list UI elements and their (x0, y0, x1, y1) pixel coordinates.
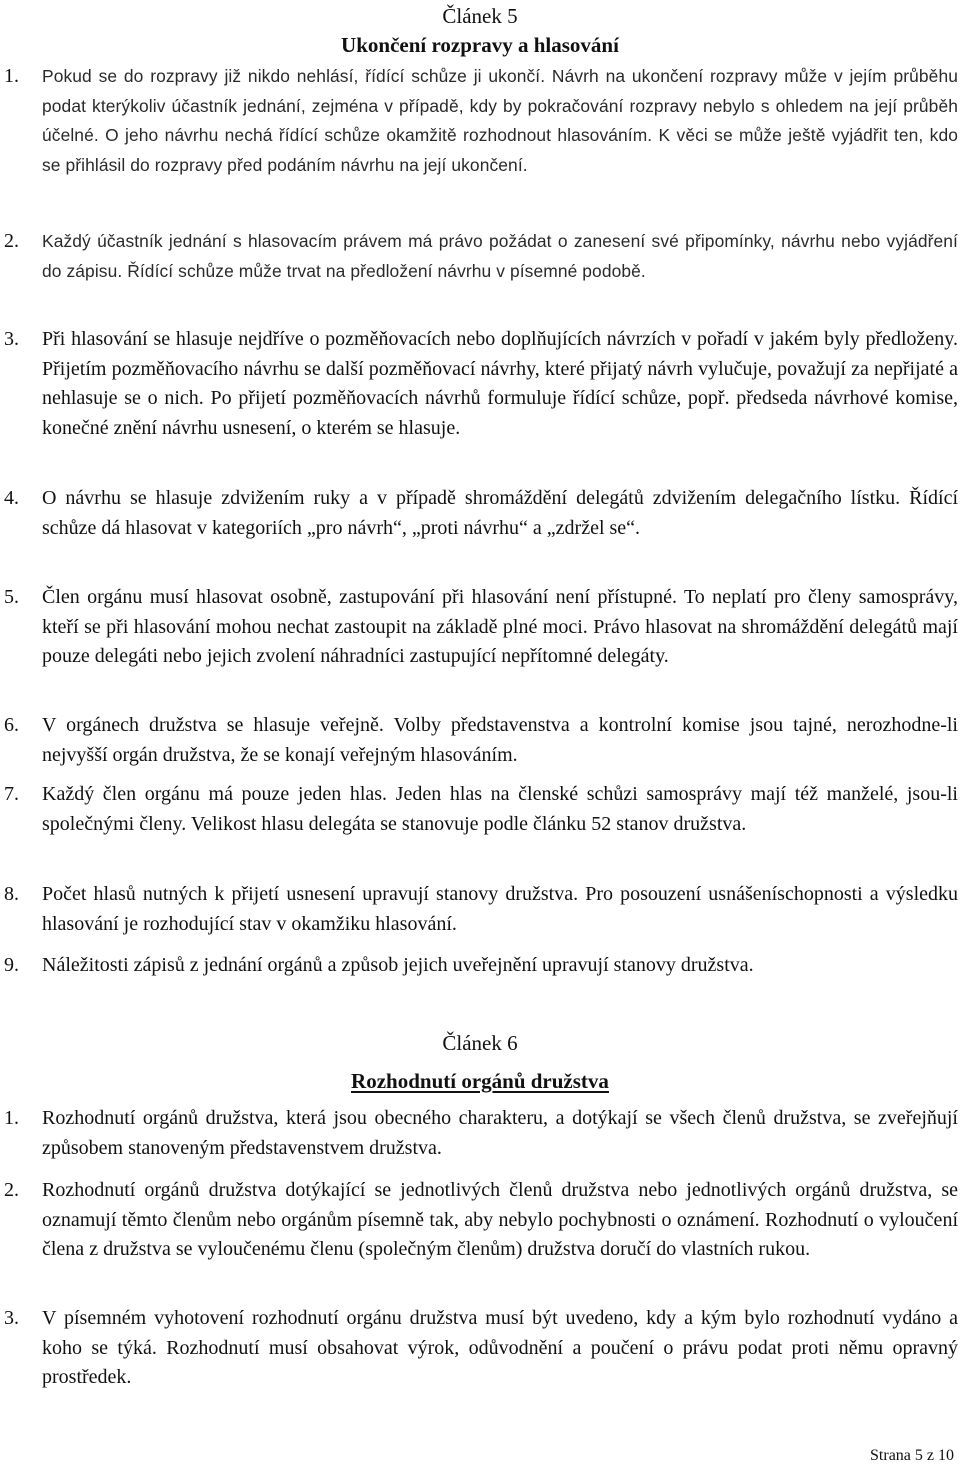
article-number: Článek 6 (442, 1031, 518, 1055)
clause (0, 711, 958, 770)
clause-number: 4. (4, 487, 19, 509)
clause-number: 6. (4, 714, 19, 736)
clause-number: 1. (4, 65, 19, 87)
clause (0, 583, 958, 672)
clause-text: Počet hlasů nutných k přijetí usnesení upravují stanovy družstva. Pro posouzení usnášeníschopnosti a výsledku hlasování je rozhodující stav v okamžiku hlasování. (42, 883, 958, 935)
clause-text: O návrhu se hlasuje zdvižením ruky a v případě shromáždění delegátů zdvižením delegačního lístku. Řídící schůze dá hlasovat v kategoriích „pro návrh“, „proti návrhu“ a „zdržel se“. (42, 487, 958, 539)
clause (0, 780, 958, 839)
clause (0, 1104, 958, 1163)
article-title-text: Rozhodnutí orgánů družstva (351, 1069, 609, 1093)
page-number-footer: Strana 5 z 10 (870, 1447, 954, 1464)
clause-number: 5. (4, 586, 19, 608)
clause (0, 325, 958, 443)
clause-text: Při hlasování se hlasuje nejdříve o pozměňovacích nebo doplňujících návrzích v pořadí v jakém byly předloženy. Přijetím pozměňovacího návrhu se další pozměňovací návrhy, které přijatý návrh vylučuje, považují za nepřijaté a nehlasuje se o nich. Po přijetí pozměňovacích návrhů formuluje řídící schůze, popř. předseda návrhové komise, konečné znění návrhu usnesení, o kterém se hlasuje. (42, 328, 958, 439)
clause-number: 7. (4, 783, 19, 805)
clause (0, 227, 958, 286)
clause-text: Náležitosti zápisů z jednání orgánů a způsob jejich uveřejnění upravují stanovy družstva. (42, 954, 754, 976)
clause (0, 1304, 958, 1393)
article-number: Článek 5 (442, 4, 518, 28)
clause (0, 1176, 958, 1265)
clause-number: 8. (4, 883, 19, 905)
clause-number: 3. (4, 328, 19, 350)
clause-number: 1. (4, 1107, 19, 1129)
article-title: Ukončení rozpravy a hlasování (341, 33, 619, 57)
clause (0, 951, 958, 981)
clause-number: 9. (4, 954, 19, 976)
clause-number: 2. (4, 1179, 19, 1201)
clause (0, 880, 958, 939)
clause-text: V písemném vyhotovení rozhodnutí orgánu družstva musí být uvedeno, kdy a kým bylo rozhodnutí vydáno a koho se týká. Rozhodnutí musí obsahovat výrok, odůvodnění a poučení o právu podat proti němu opravný prostředek. (42, 1307, 958, 1389)
clause-text: V orgánech družstva se hlasuje veřejně. Volby představenstva a kontrolní komise jsou tajné, nerozhodne-li nejvyšší orgán družstva, že se konají veřejným hlasováním. (42, 714, 958, 766)
clause-number: 2. (4, 230, 19, 252)
clause (0, 484, 958, 543)
clause-number: 3. (4, 1307, 19, 1329)
clause-text: Člen orgánu musí hlasovat osobně, zastupování při hlasování není přístupné. To neplatí pro členy samosprávy, kteří se při hlasování mohou nechat zastoupit na základě plné moci. Právo hlasovat na shromáždění delegátů mají pouze delegáti nebo jejich zvolení náhradníci zastupující nepřítomné delegáty. (42, 586, 958, 668)
clause-text: Pokud se do rozpravy již nikdo nehlásí, řídící schůze ji ukončí. Návrh na ukončení rozpravy může v jejím průběhu podat kterýkoliv účastník jednání, zejména v případě, kdy by pokračování rozpravy nebylo s ohledem na její průběh účelné. O jeho návrhu nechá řídící schůze okamžitě rozhodnout hlasováním. K věci se může ještě vyjádřit ten, kdo se přihlásil do rozpravy před podáním návrhu na její ukončení. (42, 66, 958, 175)
clause-text: Rozhodnutí orgánů družstva dotýkající se jednotlivých členů družstva nebo jednotlivých orgánů družstva, se oznamují těmto členům nebo orgánům písemně tak, aby nebylo pochybnosti o oznámení. Rozhodnutí o vyloučení člena z družstva se vyloučenému členu (společným členům) družstva doručí do vlastních rukou. (42, 1179, 958, 1261)
clause (0, 62, 958, 180)
clause-text: Rozhodnutí orgánů družstva, která jsou obecného charakteru, a dotýkají se všech členů družstva, se zveřejňují způsobem stanoveným představenstvem družstva. (42, 1107, 958, 1159)
clause-text: Každý účastník jednání s hlasovacím právem má právo požádat o zanesení své připomínky, návrhu nebo vyjádření do zápisu. Řídící schůze může trvat na předložení návrhu v písemné podobě. (42, 231, 958, 281)
clause-text: Každý člen orgánu má pouze jeden hlas. Jeden hlas na členské schůzi samosprávy mají též manželé, jsou-li společnými členy. Velikost hlasu delegáta se stanovuje podle článku 52 stanov družstva. (42, 783, 958, 835)
article-title (0, 1067, 960, 1095)
